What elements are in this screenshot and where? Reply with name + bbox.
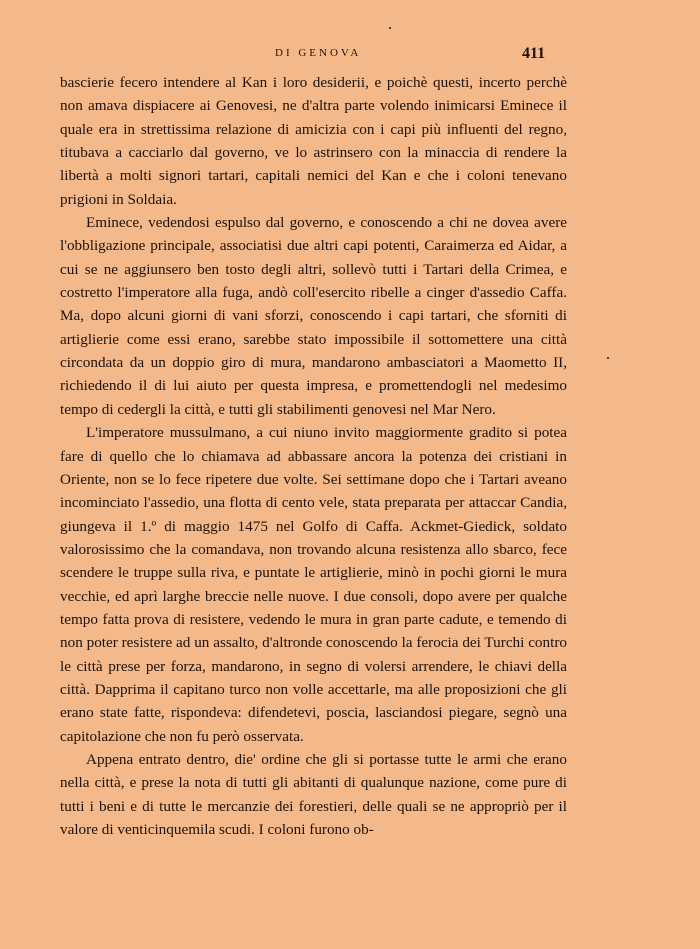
ink-speck bbox=[607, 357, 609, 359]
page-number: 411 bbox=[522, 45, 546, 62]
running-title: DI GENOVA bbox=[275, 47, 362, 59]
paragraph: Appena entrato dentro, die' ordine che gli si portasse tutte le armi che erano nella città, e prese la nota di tutti gli abitanti di qualunque nazione, come pure di tutti i beni e di tutte le mercanzie dei forestieri, delle quali se ne appropriò per il valore di venticinquemila scudi. I coloni furono ob- bbox=[60, 750, 567, 838]
ink-speck bbox=[389, 27, 391, 29]
paragraph: Eminece, vedendosi espulso dal governo, e conoscendo a chi ne dovea avere l'obbligazione principale, associatisi due altri capi potenti, Caraimerza ed Aidar, a cui se ne aggiunsero ben tosto degli altri, sollevò tutti i Tartari della Crimea, e costretto l'imperatore alla fuga, andò coll'esercito ribelle a cinger d'assedio Caffa. Ma, dopo alcuni giorni di vani sforzi, conoscendo i capi tartari, che sforniti di artiglierie come essi erano, sarebbe stato impossibile il sottomettere una città circondata da un doppio giro di mura, mandarono ambasciatori a Maometto II, richiedendo il di lui aiuto per questa impresa, e promettendogli nel medesimo tempo di cedergli la città, e tutti gli stabilimenti genovesi nel Mar Nero. bbox=[60, 214, 567, 418]
body-text bbox=[60, 71, 567, 841]
paragraph: L'imperatore mussulmano, a cui niuno invito maggiormente gradito si potea fare di quello che lo chiamava ad abbassare ancora la potenza dei cristiani in Oriente, non se lo fece ripetere due volte. Sei settimane dopo che i Tartari aveano incominciato l'assedio, una flotta di cento vele, stata preparata per attaccar Candia, giungeva il 1.º di maggio 1475 nel Golfo di Caffa. Ackmet-Giedick, soldato valorosissimo che la comandava, non trovando alcuna resistenza allo sbarco, fece scendere le truppe sulla riva, e puntate le artiglierie, minò in pochi giorni le mura vecchie, ed aprì larghe breccie nelle nuove. I due consoli, dopo avere per qualche tempo fatta prova di resistere, vedendo le mura in gran parte cadute, e temendo di non poter resistere ad un assalto, d'altronde conoscendo la ferocia dei Turchi contro le città prese per forza, mandarono, in segno di volersi arrendere, le chiavi della città. Dapprima il capitano turco non volle accettarle, ma alle proposizioni che gli erano state fatte, rispondeva: difendetevi, poscia, lasciandosi piegare, segnò una capitolazione che non fu però osservata. bbox=[60, 424, 567, 745]
page-header bbox=[0, 45, 700, 67]
paragraph: bascierie fecero intendere al Kan i loro desiderii, e poichè questi, incerto perchè non amava dispiacere ai Genovesi, ne d'altra parte volendo inimicarsi Eminece il quale era in strettissima relazione di amicizia con i capi più influenti del regno, titubava a cacciarlo dal governo, ve lo astrinsero con la minaccia di rendere la libertà a molti signori tartari, capitali nemici del Kan e che i coloni tenevano prigioni in Soldaia. bbox=[60, 74, 567, 208]
